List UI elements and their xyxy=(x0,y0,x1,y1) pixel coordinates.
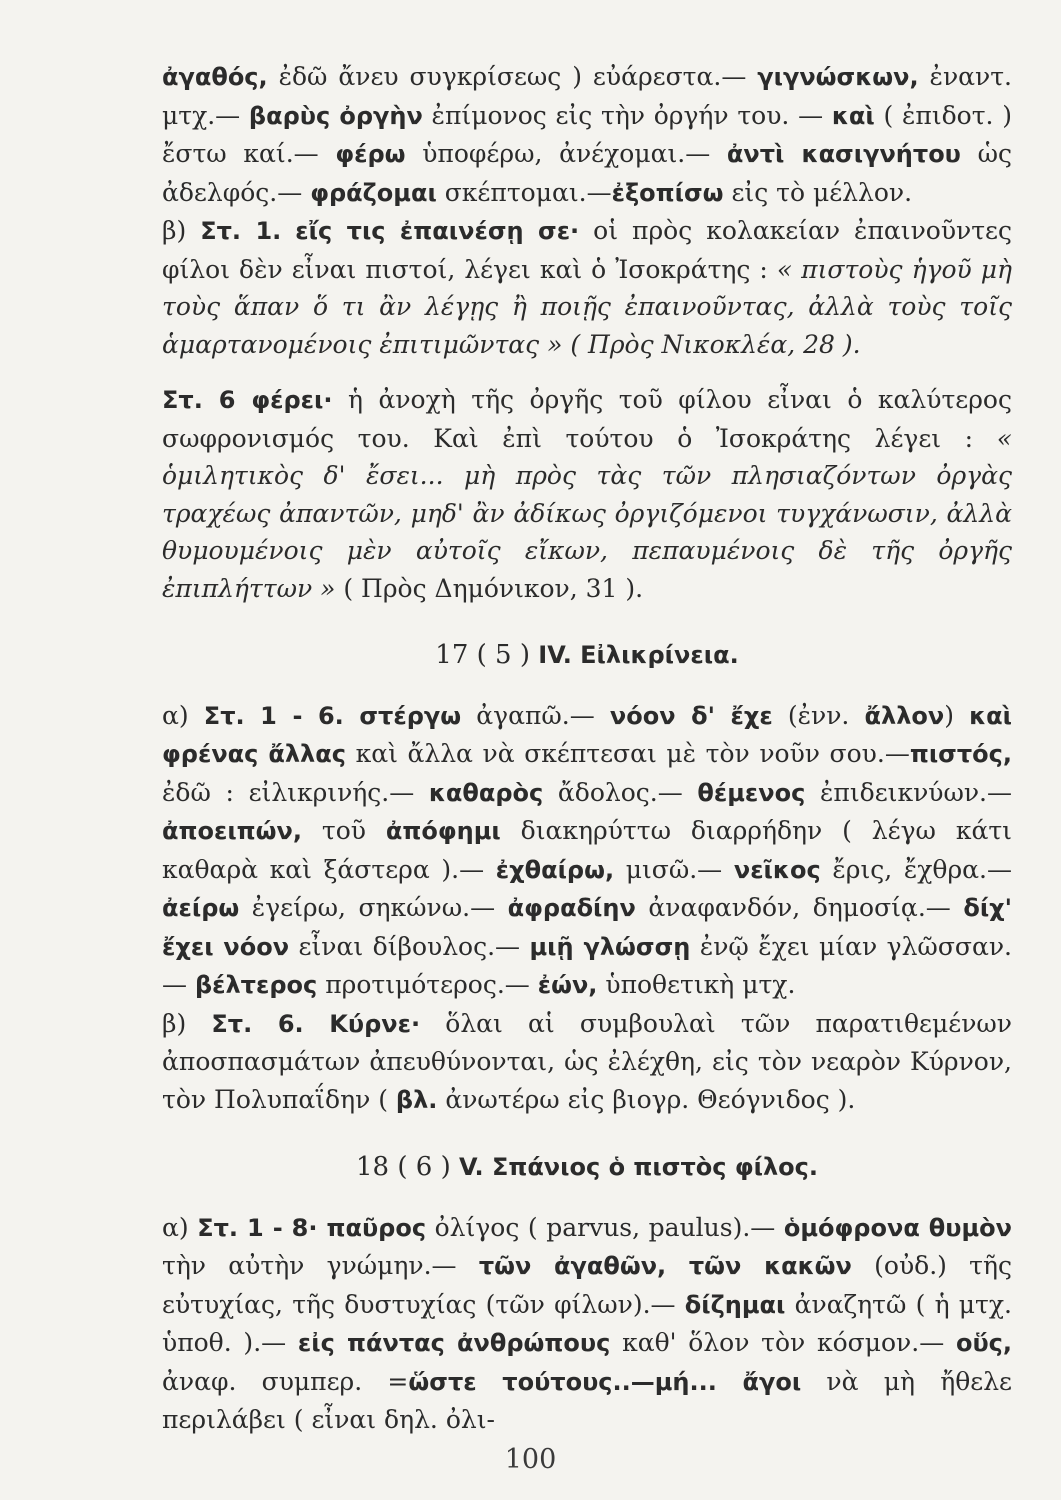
lemma: καθαρὸς xyxy=(428,778,544,807)
gloss: ὡς ἀδελφός.— xyxy=(162,139,1012,207)
citation: ( Πρὸς Δημόνικον, 31 ). xyxy=(335,573,644,603)
lemma: ὁμόφρονα θυμὸν xyxy=(783,1213,1012,1242)
gloss: καθ' ὅλον τὸν κόσμον.— xyxy=(610,1328,956,1357)
gloss: ἐναντ. μτχ.— xyxy=(162,62,1013,130)
spacer-text xyxy=(281,216,295,245)
section-number: 17 ( 5 ) xyxy=(435,640,539,670)
gloss: εἶναι δίβουλος.— xyxy=(289,931,530,961)
lemma: δίχ' ἔχει νόον xyxy=(162,894,1012,961)
gloss: ἀγαπῶ.— xyxy=(461,700,610,730)
gloss: εἰς τὸ μέλλον. xyxy=(723,177,913,207)
gloss: σκέπτομαι.— xyxy=(436,177,612,207)
lemma: ἐών, xyxy=(537,971,598,999)
gloss: ἐπιδεικνύων.— xyxy=(805,777,1012,807)
lemma: βέλτερος xyxy=(194,971,318,999)
section-title: IV. Εἰλικρίνεια. xyxy=(538,641,739,669)
lemma: φράζομαι xyxy=(310,178,437,207)
lemma: ἐξοπίσω xyxy=(611,178,724,207)
gloss: ἀνωτέρω εἰς βιογρ. Θεόγνιδος ). xyxy=(437,1084,856,1114)
gloss: προτιμότερος.— xyxy=(317,970,538,999)
section-heading-17 xyxy=(162,637,1012,675)
section-marker: β) xyxy=(162,1008,212,1038)
lemma: ἀφραδίην xyxy=(507,894,636,922)
lemma: νόον δ' ἔχε xyxy=(609,701,773,730)
gloss: ἡ ἀνοχὴ τῆς ὀργῆς τοῦ φίλου εἶναι ὁ καλύτερος σωφρονισμός του. Καὶ ἐπὶ τούτου ὁ Ἰσοκράτης λέγει : xyxy=(162,385,1012,453)
gloss: (ἐνν. xyxy=(772,700,865,730)
gloss: (οὐδ.) τῆς εὐτυχίας, τῆς δυστυχίας (τῶν φίλων).— xyxy=(162,1251,1012,1319)
gloss: μισῶ.— xyxy=(614,854,734,884)
quotation: « ὁμιλητικὸς δ' ἔσει... μὴ πρὸς τὰς τῶν πλησιαζόντων ὀργὰς τραχέως ἀπαντῶν, μηδ' ἂν ἀδίκως ὀργιζόμενοι τυγχάνωσιν, ἀλλὰ θυμουμένοις μὲν αὐτοῖς εἴκων, πεπαυμένοις δὲ τῆς ὀργῆς ἐπιπλήττων » xyxy=(162,423,1012,603)
gloss: διακηρύττω διαρρήδην ( λέγω κάτι καθαρὰ καὶ ξάστερα ).— xyxy=(162,816,1012,884)
lemma: εἴς τις ἐπαινέσῃ σε· xyxy=(295,217,580,245)
gloss: ἐπίμονος εἰς τὴν ὀργήν του. — xyxy=(422,100,832,130)
lemma: δίζημαι xyxy=(684,1290,786,1319)
lemma: εἰς πάντας ἀνθρώπους xyxy=(297,1329,611,1357)
quotation: « πιστοὺς ἡγοῦ μὴ τοὺς ἅπαν ὅ τι ἂν λέγῃς ἢ ποιῇς ἐπαινοῦντας, ἀλλὰ τοὺς τοῖς ἁμαρτανομένοις ἐπιτιμῶντας » ( Πρὸς Νικοκλέα, 28 ). xyxy=(162,254,1012,359)
verse-ref: Στ. 1. xyxy=(200,217,282,245)
verse-ref: Στ. 6 φέρει· xyxy=(162,386,333,414)
gloss: ἄδολος.— xyxy=(543,777,698,807)
gloss: ἀναφ. συμπερ. = xyxy=(162,1366,409,1396)
abbreviation: βλ. xyxy=(395,1085,438,1114)
lemma: ἐχθαίρω, xyxy=(495,855,615,884)
gloss: οἱ πρὸς κολακείαν ἐπαινοῦντες φίλοι δὲν εἶναι πιστοί, λέγει καὶ ὁ Ἰσοκράτης : xyxy=(162,216,1013,284)
lemma: νεῖκος xyxy=(733,855,821,884)
lemma: βαρὺς ὀργὴν xyxy=(248,101,423,130)
paragraph-1 xyxy=(162,58,1012,212)
verse-ref: Στ. 6. Κύρνε· xyxy=(211,1009,421,1038)
section-title: V. Σπάνιος ὁ πιστὸς φίλος. xyxy=(458,1153,818,1181)
section-heading-18 xyxy=(162,1149,1012,1187)
gloss: ἔρις, ἔχθρα.— xyxy=(820,854,1012,884)
lemma: καὶ φρένας ἄλλας xyxy=(162,701,1013,768)
gloss: τοῦ xyxy=(301,816,386,845)
gloss: ) xyxy=(944,700,970,730)
gloss: ἐγείρω, σηκώνω.— xyxy=(239,893,508,922)
gloss: νὰ μὴ ἤθελε περιλάβει ( εἶναι δηλ. ὀλι- xyxy=(162,1366,1012,1434)
lemma: οὕς, xyxy=(955,1329,1012,1357)
gloss: ἐνῷ ἔχει μίαν γλῶσσαν.— xyxy=(162,931,1012,999)
section-marker: α) xyxy=(162,1212,198,1242)
lemma: ἀπόφημι xyxy=(385,817,501,845)
lemma: ὥστε τούτους..—μή... ἄγοι xyxy=(408,1367,802,1396)
lemma: μιῇ γλώσσῃ xyxy=(529,932,691,961)
lemma: ἀγαθός, xyxy=(162,63,268,91)
gloss: ὅλαι αἱ συμβουλαὶ τῶν παρατιθεμένων ἀποσπασμάτων ἀπευθύνονται, ὡς ἐλέχθη, εἰς τὸν νεαρὸν Κύρνον, τὸν Πολυπαΐδην ( xyxy=(162,1008,1012,1114)
lemma: γιγνώσκων, xyxy=(757,63,919,91)
lemma: φέρω xyxy=(335,140,406,168)
gloss: ἀναφανδόν, δημοσίᾳ.— xyxy=(635,893,964,922)
gloss: ἐδῶ : εἰλικρινής.— xyxy=(162,777,429,807)
section-number: 18 ( 6 ) xyxy=(356,1152,459,1182)
gloss: ἐδῶ ἄνευ συγκρίσεως ) εὐάρεστα.— xyxy=(267,62,758,91)
gloss: ( ἐπιδοτ. ) ἔστω καί.— xyxy=(162,100,1012,168)
verse-ref: Στ. 1 - 8· παῦρος xyxy=(197,1213,427,1242)
lemma: τῶν ἀγαθῶν, τῶν κακῶν xyxy=(478,1252,852,1280)
lemma: πιστός, xyxy=(909,740,1013,768)
gloss: ὀλίγος ( parvus, paulus).— xyxy=(426,1212,784,1242)
paragraph-3 xyxy=(162,381,1012,607)
gloss: ὑποφέρω, ἀνέχομαι.— xyxy=(405,139,727,168)
paragraph-2 xyxy=(162,212,1012,363)
lemma: ἀποειπών, xyxy=(162,817,302,845)
page-body xyxy=(162,58,1012,1439)
lemma: καὶ xyxy=(831,101,875,130)
paragraph-5 xyxy=(162,1005,1012,1120)
page-number: 100 xyxy=(504,1444,557,1475)
gloss: ἀναζητῶ ( ἡ μτχ. ὑποθ. ).— xyxy=(162,1289,1012,1357)
paragraph-6 xyxy=(162,1209,1012,1439)
paragraph-4 xyxy=(162,697,1012,1005)
lemma: ἄλλον xyxy=(864,701,945,730)
section-marker: β) xyxy=(162,216,201,245)
lemma: ἀείρω xyxy=(162,894,240,922)
gloss: καὶ ἄλλα νὰ σκέπτεσαι μὲ τὸν νοῦν σου.— xyxy=(345,739,910,768)
gloss: τὴν αὐτὴν γνώμην.— xyxy=(162,1251,479,1280)
section-marker: α) xyxy=(162,700,204,730)
lemma: ἀντὶ κασιγνήτου xyxy=(726,140,961,168)
verse-ref: Στ. 1 - 6. στέργω xyxy=(203,701,462,730)
gloss: ὑποθετικὴ μτχ. xyxy=(597,970,796,999)
lemma: θέμενος xyxy=(697,778,806,807)
